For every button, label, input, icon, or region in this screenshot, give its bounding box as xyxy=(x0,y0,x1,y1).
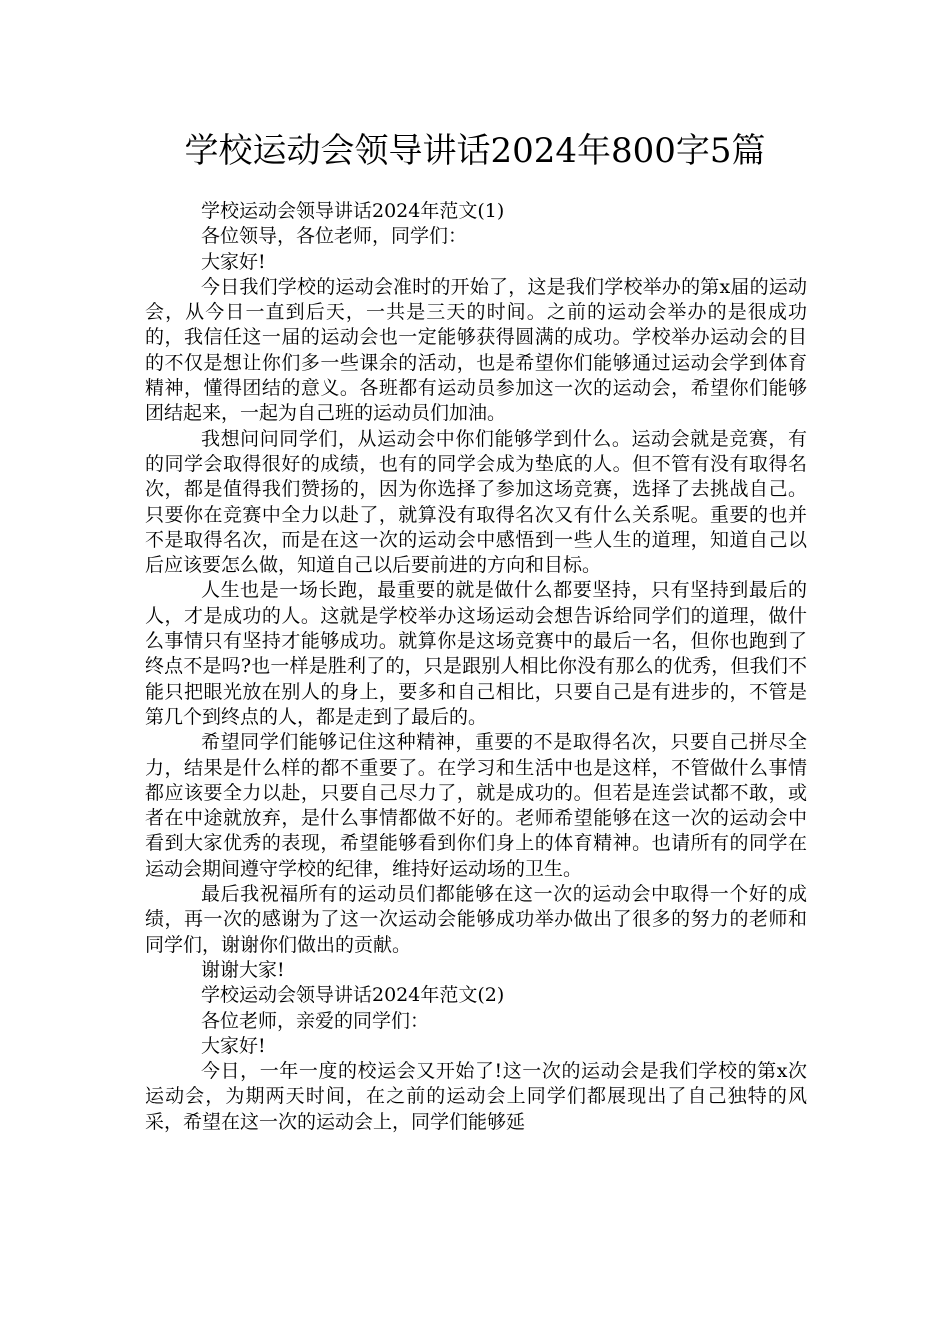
salutation: 各位老师，亲爱的同学们： xyxy=(201,1009,430,1032)
greeting: 大家好! xyxy=(201,1034,266,1057)
document-title: 学校运动会领导讲话2024年800字5篇 xyxy=(184,131,766,171)
greeting: 大家好! xyxy=(201,250,266,273)
body-paragraph: 最后我祝福所有的运动员们都能够在这一次的运动会中取得一个好的成绩，再一次的感谢为了这一次运动会能够成功举办做出了很多的努力的老师和同学们，谢谢你们做出的贡献。 xyxy=(145,883,807,956)
body-paragraph: 希望同学们能够记住这种精神，重要的不是取得名次，只要自己拼尽全力，结果是什么样的都不重要了。在学习和生活中也是这样，不管做什么事情都应该要全力以赴，只要自己尽力了，就是成功的。但若是连尝试都不敢，或者在中途就放弃，是什么事情都做不好的。老师希望能够在这一次的运动会中看到大家优秀的表现，希望能够看到你们身上的体育精神。也请所有的同学在运动会期间遵守学校的纪律，维持好运动场的卫生。 xyxy=(145,731,807,880)
document-body xyxy=(145,199,807,1135)
body-paragraph: 今日我们学校的运动会准时的开始了，这是我们学校举办的第x届的运动会，从今日一直到后天，一共是三天的时间。之前的运动会举办的是很成功的，我信任这一届的运动会也一定能够获得圆满的成功。学校举办运动会的目的不仅是想让你们多一些课余的活动，也是希望你们能够通过运动会学到体育精神，懂得团结的意义。各班都有运动员参加这一次的运动会，希望你们能够团结起来，一起为自己班的运动员们加油。 xyxy=(145,275,807,425)
section-heading-1: 学校运动会领导讲话2024年范文(1) xyxy=(201,200,505,222)
section-heading-2: 学校运动会领导讲话2024年范文(2) xyxy=(201,984,505,1007)
salutation: 各位领导，各位老师，同学们： xyxy=(201,225,468,248)
body-paragraph: 今日，一年一度的校运会又开始了!这一次的运动会是我们学校的第x次运动会，为期两天时间，在之前的运动会上同学们都展现出了自己独特的风采，希望在这一次的运动会上，同学们能够延 xyxy=(145,1060,807,1133)
closing: 谢谢大家! xyxy=(201,958,285,981)
body-paragraph: 我想问问同学们，从运动会中你们能够学到什么。运动会就是竞赛，有的同学会取得很好的成绩，也有的同学会成为垫底的人。但不管有没有取得名次，都是值得我们赞扬的，因为你选择了参加这场竞赛，选择了去挑战自己。只要你在竞赛中全力以赴了，就算没有取得名次又有什么关系呢。重要的也并不是取得名次，而是在这一次的运动会中感悟到一些人生的道理，知道自己以后应该要怎么做，知道自己以后要前进的方向和目标。 xyxy=(145,427,807,577)
body-paragraph: 人生也是一场长跑，最重要的就是做什么都要坚持，只有坚持到最后的人，才是成功的人。这就是学校举办这场运动会想告诉给同学们的道理，做什么事情只有坚持才能够成功。就算你是这场竞赛中的最后一名，但你也跑到了终点不是吗?也一样是胜利了的，只是跟别人相比你没有那么的优秀，但我们不能只把眼光放在别人的身上，要多和自己相比，只要自己是有进步的，不管是第几个到终点的人，都是走到了最后的。 xyxy=(145,579,807,728)
